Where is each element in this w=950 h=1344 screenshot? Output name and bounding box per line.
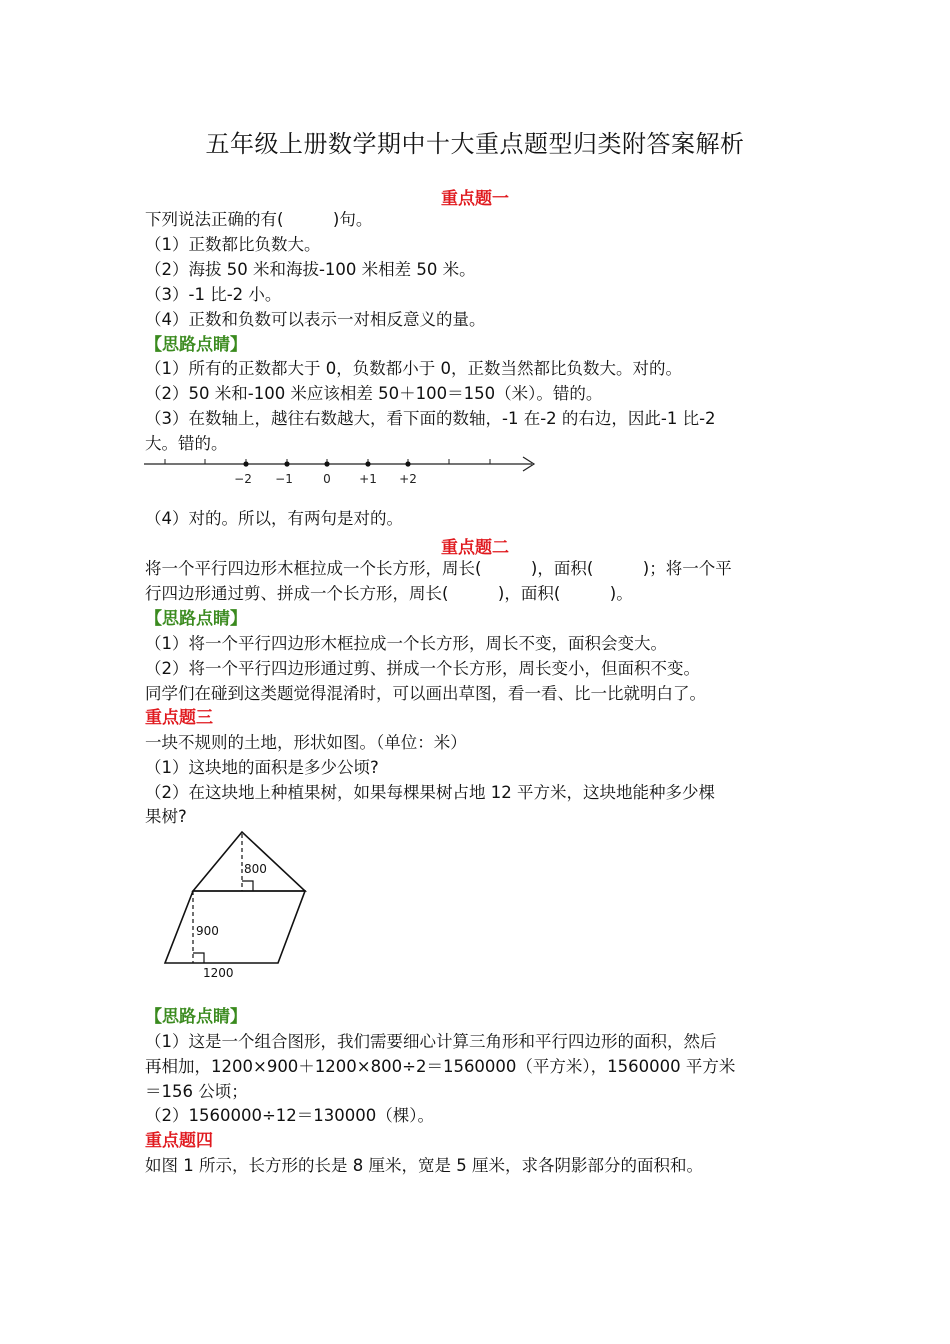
section3-question: 一块不规则的土地，形状如图。（单位：米） [145,733,467,752]
section2-hint-label: 【思路点睛】 [145,609,247,629]
point-plus-1 [365,461,370,466]
section3-answer-4: （2）1560000÷12＝130000（棵）。 [145,1106,435,1125]
section1-item-1: （1）正数都比负数大。 [145,235,321,254]
section1-answer-1: （1）所有的正数都大于 0，负数都小于 0，正数当然都比负数大。对的。 [145,359,682,378]
section3-answer-2: 再相加，1200×900＋1200×800÷2＝1560000（平方米），1560000 平方米 [145,1057,736,1076]
section3-heading: 重点题三 [145,708,213,728]
point-zero [324,461,329,466]
section1-conclusion: （4）对的。所以，有两句是对的。 [145,509,403,528]
section3-item-3: 果树? [145,807,187,826]
section1-item-3: （3）-1 比-2 小。 [145,285,282,304]
section1-answer-4: 大。错的。 [145,434,228,453]
section4-question: 如图 1 所示，长方形的长是 8 厘米，宽是 5 厘米，求各阴影部分的面积和。 [145,1156,703,1175]
tick-label-minus-2: −2 [234,472,252,486]
section1-heading: 重点题一 [441,189,509,209]
section3-item-2: （2）在这块地上种植果树，如果每棵果树占地 12 平方米，这块地能种多少棵 [145,783,715,802]
section1-item-4: （4）正数和负数可以表示一对相反意义的量。 [145,310,486,329]
tick-label-zero: 0 [323,472,331,486]
tick-label-plus-1: +1 [359,472,377,486]
label-1200: 1200 [203,966,234,980]
number-line-figure [140,452,540,488]
tick-label-minus-1: −1 [275,472,293,486]
section2-answer-2: （2）将一个平行四边形通过剪、拼成一个长方形，周长变小，但面积不变。 [145,659,700,678]
label-900: 900 [196,924,219,938]
section4-heading: 重点题四 [145,1131,213,1151]
section3-answer-3: ＝156 公顷； [145,1082,248,1101]
label-800: 800 [244,862,267,876]
section2-heading: 重点题二 [441,538,509,558]
section1-hint-label: 【思路点睛】 [145,335,247,355]
page-title: 五年级上册数学期中十大重点题型归类附答案解析 [205,130,745,158]
section1-item-2: （2）海拔 50 米和海拔-100 米相差 50 米。 [145,260,476,279]
land-shape-figure [145,826,525,992]
section1-answer-2: （2）50 米和-100 米应该相差 50＋100＝150（米）。错的。 [145,384,603,403]
point-plus-2 [405,461,410,466]
point-minus-1 [284,461,289,466]
section1-answer-3: （3）在数轴上，越往右数越大，看下面的数轴，-1 在-2 的右边，因此-1 比-2 [145,409,716,428]
section2-answer-3: 同学们在碰到这类题觉得混淆时，可以画出草图，看一看、比一比就明白了。 [145,684,706,703]
point-minus-2 [243,461,248,466]
section2-question-2: 行四边形通过剪、拼成一个长方形，周长( )，面积( )。 [145,584,633,603]
section3-item-1: （1）这块地的面积是多少公顷? [145,758,379,777]
tick-label-plus-2: +2 [399,472,417,486]
section2-answer-1: （1）将一个平行四边形木框拉成一个长方形，周长不变，面积会变大。 [145,634,667,653]
section3-hint-label: 【思路点睛】 [145,1007,247,1027]
section3-answer-1: （1）这是一个组合图形，我们需要细心计算三角形和平行四边形的面积，然后 [145,1032,717,1051]
section1-question: 下列说法正确的有( )句。 [145,210,373,229]
section2-question-1: 将一个平行四边形木框拉成一个长方形，周长( )，面积( )；将一个平 [145,559,732,578]
